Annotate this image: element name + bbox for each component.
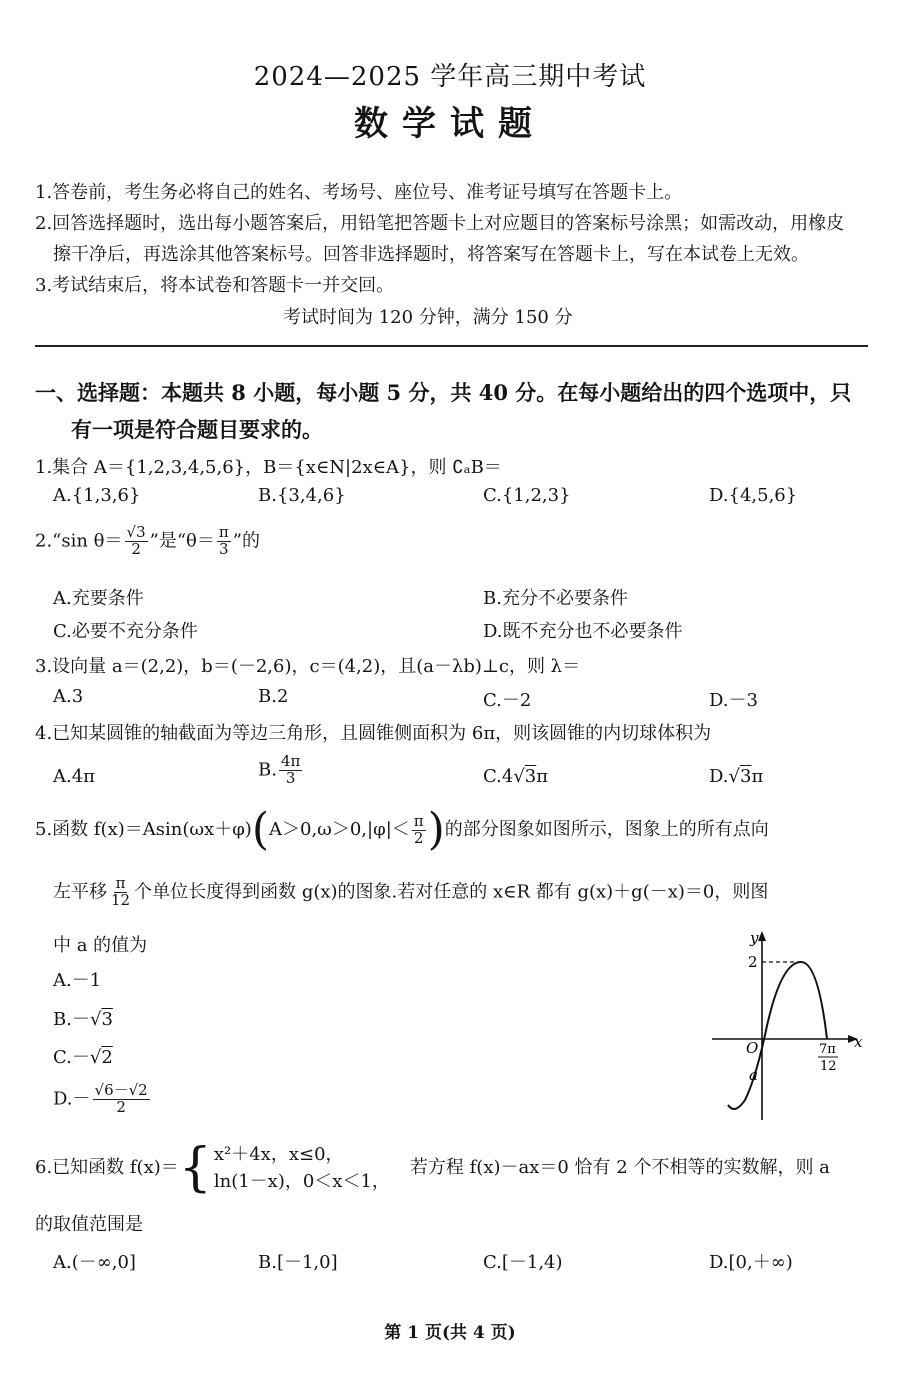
q5-condition: A＞0,ω＞0,|φ|＜ [269,819,410,840]
q3-stem: 3.设向量 a＝(2,2)，b＝(－2,6)，c＝(4,2)，且(a－λb)⊥c，则 λ＝ [35,656,581,677]
q5-stem-line1 [35,804,769,855]
q5-option-b [53,1005,113,1031]
q5-option-c [53,1043,113,1069]
q4-c-suffix: π [536,766,549,787]
divider-line [35,345,868,347]
q1-option-d: D.{4,5,6} [709,485,798,506]
q5-option-d-prefix: D.－ [53,1088,91,1110]
y-axis-arrow-icon [758,931,766,941]
q2-f2-denominator: 3 [219,539,229,558]
q6-stem-line1 [35,1138,830,1198]
q2-option-c: C.必要不充分条件 [53,621,198,642]
y-axis-label: y [750,929,759,947]
q5-stem-post: 的部分图象如图所示，图象上的所有点向 [444,819,769,840]
q6-case-2: ln(1－x)，0＜x＜1， [213,1171,390,1192]
q5-option-c-prefix: C.－ [53,1047,90,1068]
q4-option-b [258,754,304,787]
page-footer: 第 1 页(共 4 页) [384,1323,516,1343]
q3-option-b: B.2 [258,686,289,707]
q4-b-fraction [279,754,302,787]
q2-option-d: D.既不充分也不必要条件 [483,621,683,642]
q4-option-d-prefix: D. [709,766,729,787]
q6-case-1: x²＋4x，x≤0， [213,1144,344,1165]
x-axis-label: x [854,1033,863,1051]
q4-option-c [483,766,548,787]
q5-stem-line2 [53,876,768,909]
q2-f1-denominator: 2 [131,539,141,558]
q2-stem-mid: ”是“θ＝ [149,530,215,552]
q6-option-b: B.[－1,0] [258,1252,338,1273]
q5-right-paren: ) [427,804,445,855]
q4-c-root-sign: √ [513,766,525,787]
q4-d-suffix: π [751,766,764,787]
q6-stem-line2: 的取值范围是 [35,1214,143,1235]
q4-b-denominator: 3 [285,768,296,787]
q5-condition-fraction [412,811,426,847]
q2-stem-pre: 2.“sin θ＝ [35,530,123,552]
q1-option-b: B.{3,4,6} [258,485,346,506]
q6-brace: { [178,1138,212,1198]
q5-line2-pre: 左平移 [53,881,107,903]
q6-piecewise [178,1138,390,1198]
q4-d-radicand: 3 [740,766,752,787]
q6-stem-pre: 6.已知函数 f(x)＝ [35,1157,179,1178]
q5-stem-line3: 中 a 的值为 [53,935,148,956]
q6-stem-post: 若方程 f(x)－ax＝0 恰有 2 个不相等的实数解，则 a [409,1157,830,1178]
q2-option-b: B.充分不必要条件 [483,588,628,609]
zero-label-numerator: 7π [819,1042,836,1057]
q4-stem: 4.已知某圆锥的轴截面为等边三角形，且圆锥侧面积为 6π，则该圆锥的内切球体积为 [35,723,712,744]
q5-shift-fraction [109,876,132,909]
instruction-2a: 2.回答选择题时，选出每小题答案后，用铅笔把答题卡上对应题目的答案标号涂黑；如需改动，用橡皮 [35,213,845,234]
q2-fraction-pi-over-3 [217,525,231,558]
q5-d-denominator: 2 [116,1097,126,1116]
q5-option-d [53,1083,152,1116]
q3-option-c: C.－2 [483,690,532,711]
q5-shift-denominator: 12 [111,890,131,909]
q4-option-a: A.4π [53,766,96,787]
q5-line2-post: 个单位长度得到函数 g(x)的图象.若对任意的 x∈R 都有 g(x)＋g(－x)＝0，则图 [134,881,769,903]
instruction-3: 3.考试结束后，将本试卷和答题卡一并交回。 [35,275,395,296]
q2-stem [35,525,260,558]
q4-option-c-prefix: C.4 [483,766,514,787]
q6-option-c: C.[－1,4) [483,1252,563,1273]
time-score-note: 考试时间为 120 分钟，满分 150 分 [283,307,573,328]
q2-fraction-sqrt3-over-2 [125,525,148,558]
q5-d-numerator: √6－√2 [94,1081,148,1099]
q5-option-a: A.－1 [53,970,102,991]
q5-shift-numerator: π [115,874,126,892]
max-value-label: 2 [748,953,758,971]
q2-stem-post: ”的 [232,530,260,552]
q6-option-d: D.[0,＋∞) [709,1252,793,1273]
q5-c-radicand: 2 [101,1047,113,1068]
q4-option-b-prefix: B. [258,759,277,781]
exam-title: 2024—2025 学年高三期中考试 [253,62,647,92]
sine-curve [728,962,827,1109]
q5-sine-graph [700,925,870,1125]
q1-option-a: A.{1,3,6} [53,485,141,506]
q6-cases [214,1141,390,1195]
q1-option-c: C.{1,2,3} [483,485,571,506]
q5-c-root-sign: √ [89,1047,102,1068]
instruction-2b: 擦干净后，再选涂其他答案标号。回答非选择题时，将答案写在答题卡上，写在本试卷上无效。 [53,244,809,265]
q3-option-d: D.－3 [709,690,758,711]
q2-f1-numerator: √3 [126,523,146,541]
q5-cond-numerator: π [413,811,424,830]
q5-cond-denominator: 2 [413,828,424,847]
a-intercept-label: a [749,1066,758,1084]
q4-c-radicand: 3 [524,766,537,787]
section-heading-line2: 有一项是符合题目要求的。 [71,417,323,442]
q5-left-paren: ( [251,804,269,855]
q5-b-root-sign: √ [89,1009,102,1030]
q4-d-root-sign: √ [728,766,740,787]
q4-option-d [709,766,763,787]
zero-label-denominator: 12 [820,1059,837,1074]
q6-option-a: A.(－∞,0] [53,1252,136,1273]
subject-title: 数学试题 [354,104,546,144]
q1-stem: 1.集合 A＝{1,2,3,4,5,6}，B＝{x∈N|2x∈A}，则 ∁ₐB＝ [35,457,502,478]
instruction-1: 1.答卷前，考生务必将自己的姓名、考场号、座位号、准考证号填写在答题卡上。 [35,182,683,203]
section-heading-line1: 一、选择题：本题共 8 小题，每小题 5 分，共 40 分。在每小题给出的四个选项中，只 [35,380,852,405]
q5-d-fraction [93,1083,150,1116]
q5-stem-pre: 5.函数 f(x)＝Asin(ωx＋φ) [35,819,252,840]
q3-option-a: A.3 [53,686,84,707]
q4-b-numerator: 4π [280,752,301,770]
q2-option-a: A.充要条件 [53,588,144,609]
q5-option-b-prefix: B.－ [53,1009,90,1030]
origin-label: O [746,1039,759,1057]
q5-b-radicand: 3 [101,1009,113,1030]
q2-f2-numerator: π [218,523,229,541]
